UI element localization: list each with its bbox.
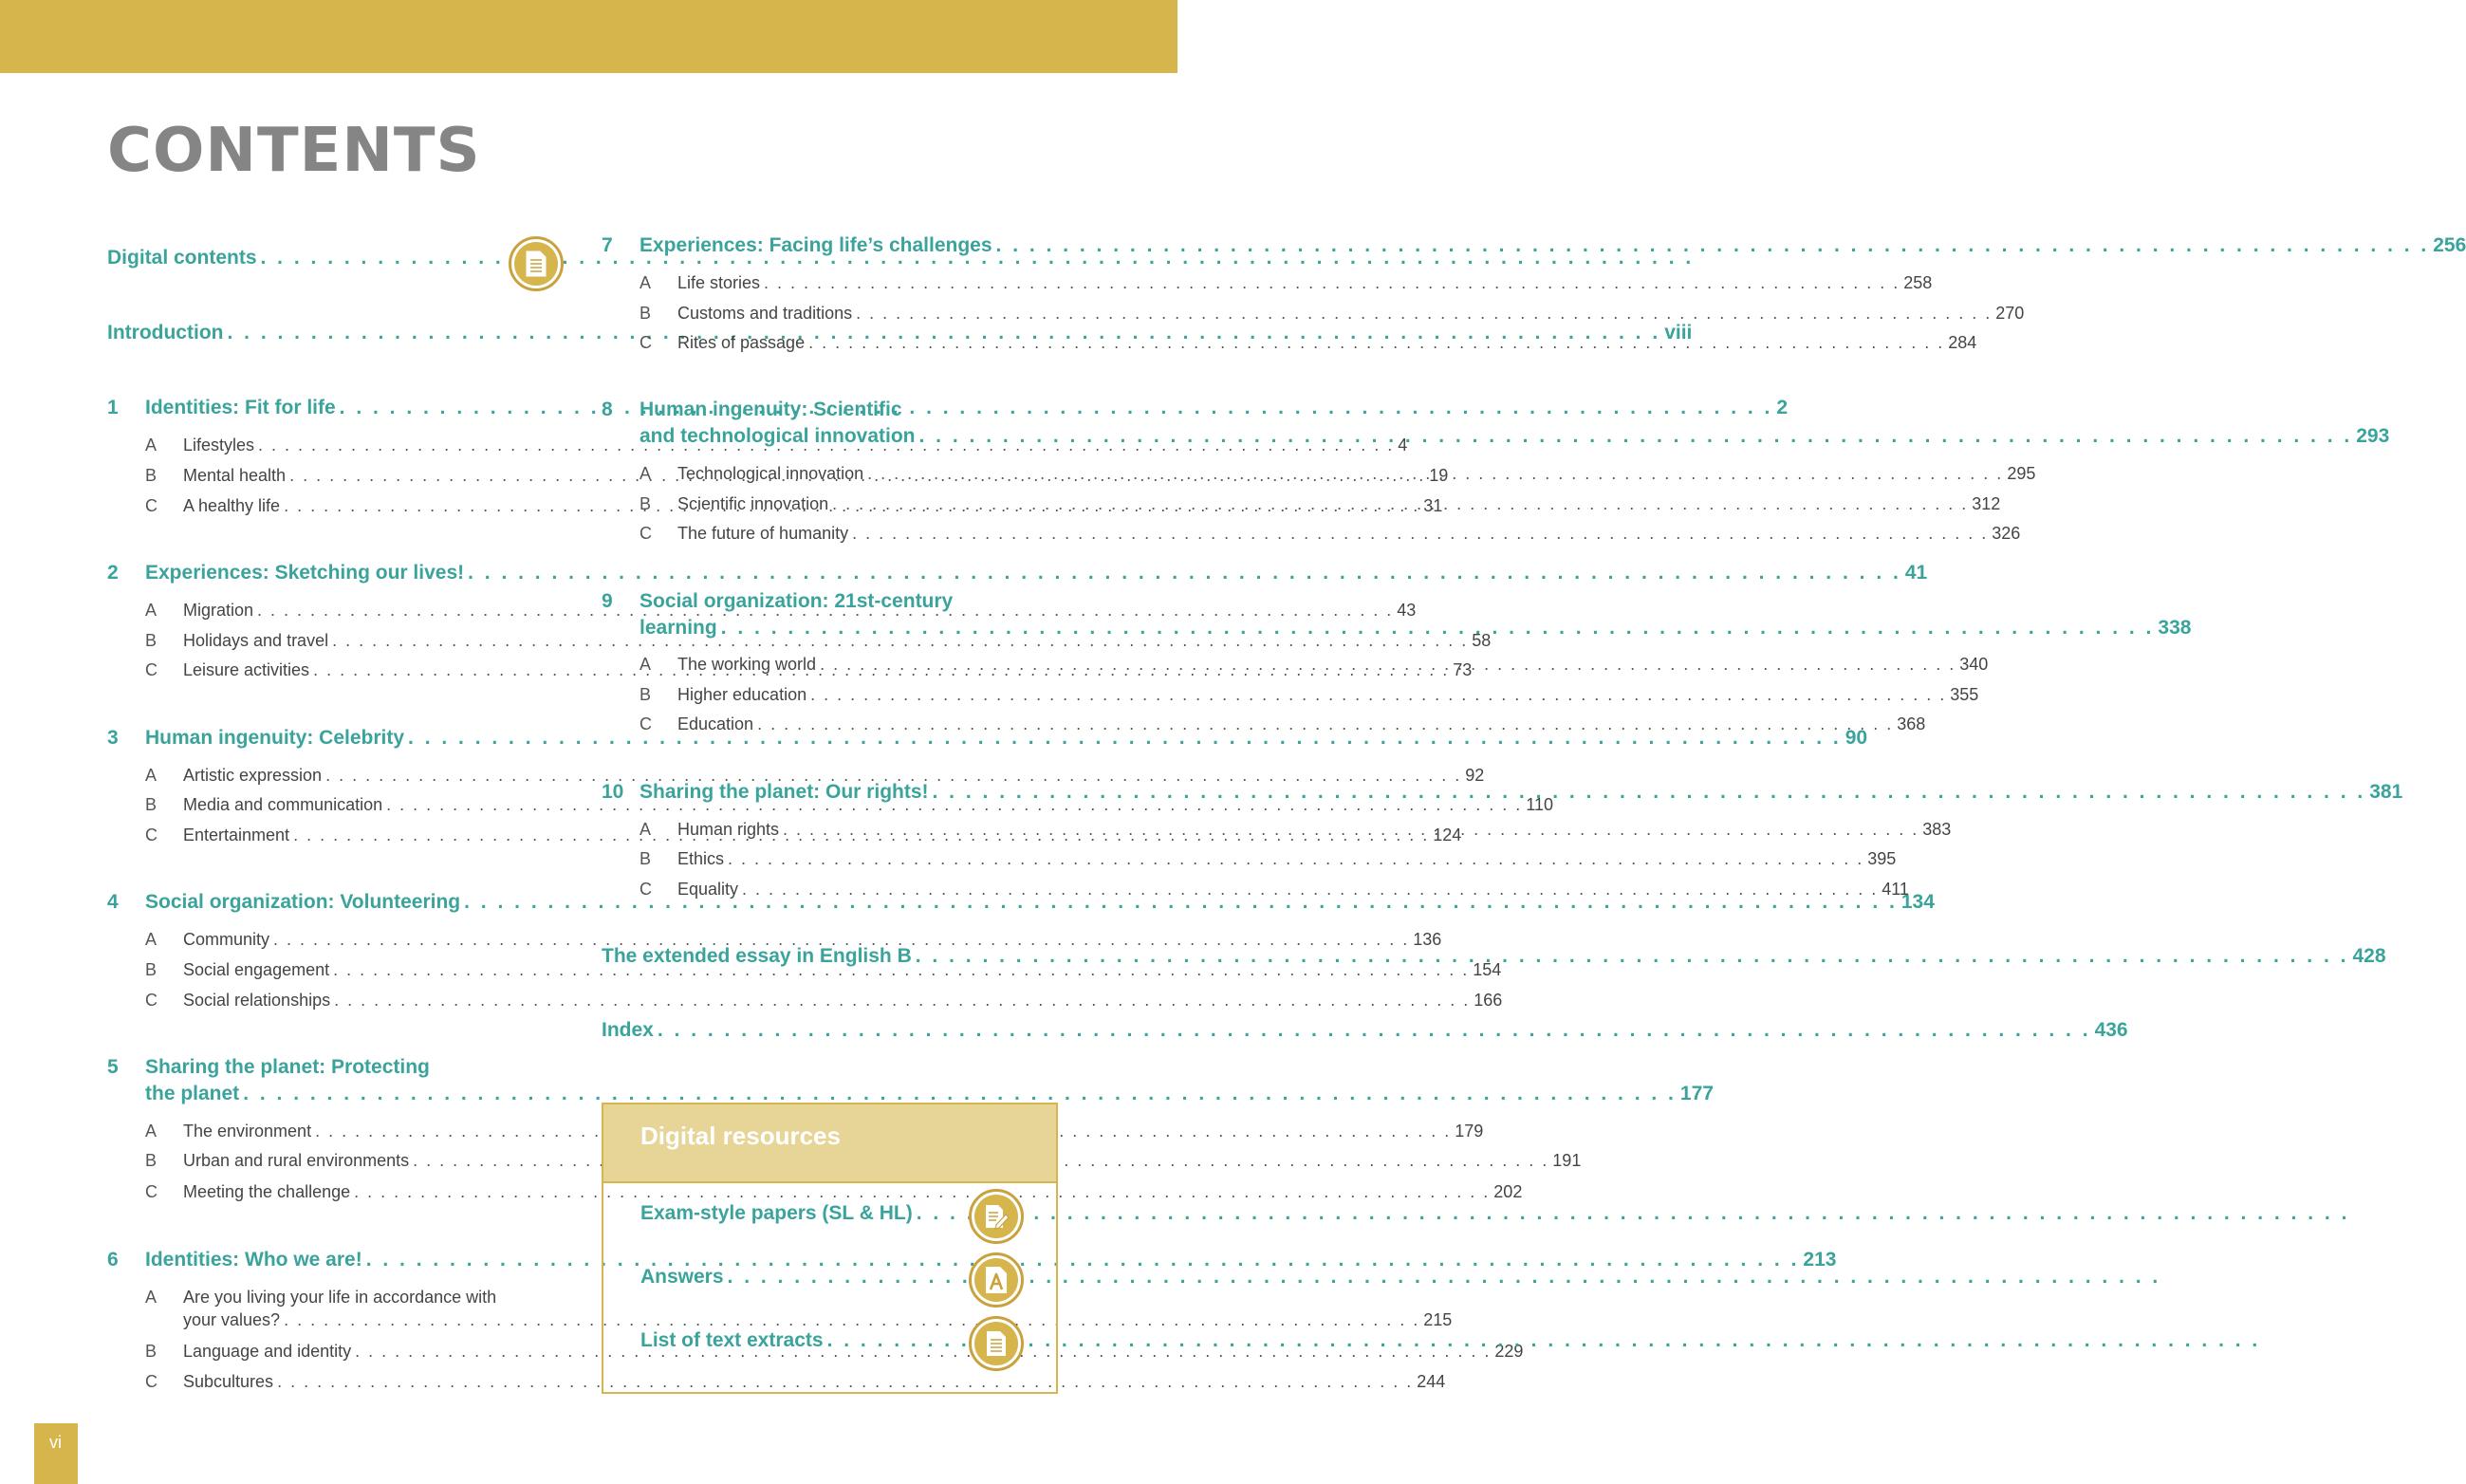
toc-section-3b[interactable] — [145, 793, 1553, 816]
page-title: CONTENTS — [107, 116, 481, 186]
section-page: 368 — [1897, 714, 1926, 733]
digital-resources-panel — [602, 1103, 1058, 1394]
chapter-title: Experiences: Sketching our lives! — [145, 562, 465, 584]
section-letter: B — [145, 631, 158, 650]
toc-section-7a[interactable] — [640, 271, 1933, 294]
chapter-title-line1: Social organization: 21st-century — [640, 590, 954, 612]
section-letter: A — [145, 766, 158, 785]
section-title: Leisure activities — [183, 660, 310, 679]
section-title: The future of humanity — [677, 524, 849, 543]
section-page: 4 — [1398, 436, 1408, 454]
chapter-number: 9 — [602, 590, 613, 612]
chapter-number: 5 — [107, 1056, 119, 1078]
toc-section-5b[interactable] — [145, 1149, 1582, 1172]
section-title: Social relationships — [183, 991, 331, 1010]
section-letter: C — [640, 524, 652, 543]
chapter-number: 7 — [602, 234, 613, 256]
toc-section-4c[interactable] — [145, 989, 1503, 1011]
section-letter: A — [145, 436, 158, 454]
chapter-title: Identities: Fit for life — [145, 397, 336, 418]
section-page: 179 — [1455, 1122, 1484, 1141]
section-page: 340 — [1959, 655, 1989, 674]
toc-chapter-8[interactable] — [602, 397, 2390, 450]
section-page: 124 — [1433, 825, 1462, 844]
toc-entry-title: Introduction — [107, 322, 224, 343]
toc-entry-title: The extended essay in English B — [602, 945, 912, 967]
toc-section-2b[interactable] — [145, 629, 1492, 652]
section-title: Customs and traditions — [677, 304, 853, 323]
toc-section-5c[interactable] — [145, 1180, 1523, 1203]
resource-title: List of text extracts — [640, 1329, 824, 1351]
section-letter: B — [145, 1151, 158, 1170]
chapter-page: 134 — [1900, 891, 1935, 913]
chapter-title: Social organization: Volunteering — [145, 891, 461, 913]
chapter-page: 381 — [2369, 781, 2403, 803]
section-page: 258 — [1903, 273, 1933, 292]
toc-entry-page: 428 — [2352, 945, 2386, 967]
section-page: 73 — [1453, 660, 1473, 679]
chapter-title-line2: learning — [640, 617, 717, 639]
chapter-number: 3 — [107, 727, 119, 749]
section-title: Social engagement — [183, 960, 330, 979]
page-number: vi — [49, 1433, 62, 1452]
chapter-page: 256 — [2433, 234, 2466, 256]
section-letter: B — [145, 1342, 158, 1361]
section-page: 166 — [1474, 991, 1503, 1010]
section-page: 43 — [1397, 601, 1417, 620]
section-page: 326 — [1992, 524, 2021, 543]
section-title: The environment — [183, 1122, 312, 1141]
chapter-title-line2: the planet — [145, 1083, 240, 1104]
toc-entry-title: Index — [602, 1019, 654, 1041]
section-letter: B — [145, 466, 158, 485]
section-letter: B — [640, 849, 652, 868]
section-title: Meeting the challenge — [183, 1182, 351, 1201]
section-letter: A — [145, 601, 158, 620]
section-title: Urban and rural environments — [183, 1151, 410, 1170]
toc-section-9c[interactable] — [640, 713, 1926, 735]
section-letter: C — [145, 825, 158, 844]
section-title: Equality — [677, 880, 739, 899]
resource-title: Exam-style papers (SL & HL) — [640, 1202, 913, 1224]
toc-section-10c[interactable] — [640, 878, 1909, 900]
section-title: Community — [183, 930, 270, 949]
section-title-line1: Are you living your life in accordance with — [183, 1288, 497, 1307]
section-letter: C — [145, 660, 158, 679]
section-letter: C — [145, 1182, 158, 1201]
chapter-number: 4 — [107, 891, 119, 913]
document-icon[interactable] — [509, 236, 564, 291]
toc-chapter-5[interactable] — [107, 1054, 1714, 1107]
toc-index[interactable] — [602, 1017, 2128, 1044]
section-letter: C — [640, 333, 652, 352]
toc-section-7b[interactable] — [640, 302, 2025, 325]
toc-digital-contents[interactable] — [107, 245, 506, 271]
digital-resources-header — [603, 1104, 1056, 1183]
section-letter: B — [145, 960, 158, 979]
chapter-title: Sharing the planet: Our rights! — [640, 781, 929, 803]
section-letter: A — [640, 273, 652, 292]
document-icon[interactable] — [969, 1316, 1024, 1371]
toc-section-4b[interactable] — [145, 958, 1502, 981]
toc-chapter-7[interactable] — [602, 232, 2466, 259]
resource-text-extracts[interactable] — [640, 1327, 963, 1354]
chapter-number: 1 — [107, 397, 119, 418]
section-letter: B — [640, 685, 652, 704]
resource-exam-papers[interactable] — [640, 1200, 963, 1227]
section-title: A healthy life — [183, 496, 281, 515]
section-page: 154 — [1473, 960, 1502, 979]
toc-section-6a[interactable] — [145, 1286, 1453, 1331]
section-page: 295 — [2007, 464, 2036, 483]
toc-entry-page: viii — [1664, 322, 1693, 343]
chapter-page: 177 — [1679, 1083, 1714, 1104]
toc-chapter-3[interactable] — [107, 725, 1868, 751]
section-title: Media and communication — [183, 795, 383, 814]
toc-section-9b[interactable] — [640, 683, 1979, 706]
section-title: The working world — [677, 655, 817, 674]
section-page: 110 — [1526, 795, 1553, 814]
chapter-page: 293 — [2356, 425, 2390, 447]
toc-section-8b[interactable] — [640, 492, 2001, 515]
section-page: 215 — [1423, 1310, 1453, 1329]
section-letter: A — [640, 820, 652, 839]
chapter-title: Identities: Who we are! — [145, 1249, 362, 1271]
section-title: Lifestyles — [183, 436, 255, 454]
section-title: Mental health — [183, 466, 287, 485]
toc-entry-page: 436 — [2094, 1019, 2128, 1041]
resource-title: Answers — [640, 1266, 724, 1288]
chapter-page: 41 — [1904, 562, 1928, 584]
section-page: 92 — [1465, 766, 1485, 785]
section-page: 244 — [1417, 1372, 1446, 1391]
page-number-tab — [34, 1423, 78, 1484]
section-title: Higher education — [677, 685, 807, 704]
section-title: Rites of passage — [677, 333, 806, 352]
section-page: 270 — [1995, 304, 2025, 323]
chapter-number: 2 — [107, 562, 119, 584]
chapter-number: 10 — [602, 781, 624, 803]
section-title: Ethics — [677, 849, 725, 868]
section-letter: C — [145, 1372, 158, 1391]
chapter-title: Experiences: Facing life’s challenges — [640, 234, 992, 256]
toc-section-3a[interactable] — [145, 764, 1485, 787]
resource-answers[interactable] — [640, 1264, 963, 1290]
section-page: 191 — [1552, 1151, 1582, 1170]
section-title: Artistic expression — [183, 766, 323, 785]
chapter-title-line1: Human ingenuity: Scientific — [640, 399, 902, 420]
toc-entry-title: Digital contents — [107, 247, 257, 269]
section-title: Human rights — [677, 820, 780, 839]
section-letter: B — [145, 795, 158, 814]
section-letter: C — [640, 880, 652, 899]
section-page: 202 — [1493, 1182, 1523, 1201]
section-page: 395 — [1867, 849, 1897, 868]
toc-section-8c[interactable] — [640, 522, 2021, 545]
pencil-document-icon[interactable] — [969, 1189, 1024, 1244]
section-title: Scientific innovation — [677, 494, 829, 513]
section-page: 31 — [1423, 496, 1443, 515]
section-letter: A — [145, 930, 158, 949]
section-letter: B — [640, 494, 652, 513]
section-page: 136 — [1413, 930, 1442, 949]
toc-chapter-2[interactable] — [107, 560, 1928, 586]
chapter-page: 213 — [1803, 1249, 1837, 1271]
section-letter: A — [145, 1288, 158, 1307]
section-title: Language and identity — [183, 1342, 352, 1361]
chapter-title-line1: Sharing the planet: Protecting — [145, 1056, 430, 1078]
toc-section-6c[interactable] — [145, 1370, 1446, 1393]
chapter-number: 6 — [107, 1249, 119, 1271]
section-letter: A — [640, 655, 652, 674]
section-title: Education — [677, 714, 754, 733]
section-title: Holidays and travel — [183, 631, 329, 650]
section-title: Entertainment — [183, 825, 290, 844]
section-letter: C — [145, 496, 158, 515]
section-page: 58 — [1472, 631, 1492, 650]
chapter-title: Human ingenuity: Celebrity — [145, 727, 405, 749]
toc-section-4a[interactable] — [145, 928, 1442, 951]
section-page: 383 — [1922, 820, 1952, 839]
chapter-page: 338 — [2158, 617, 2192, 639]
chapter-number: 8 — [602, 399, 613, 420]
section-page: 411 — [1882, 880, 1909, 899]
section-letter: A — [640, 464, 652, 483]
section-page: 19 — [1429, 466, 1449, 485]
section-page: 284 — [1948, 333, 1977, 352]
toc-chapter-6[interactable] — [107, 1247, 1837, 1273]
chapter-page: 2 — [1776, 397, 1789, 418]
chapter-title-line2: and technological innovation — [640, 425, 916, 447]
digital-resources-title: Digital resources — [640, 1122, 841, 1150]
top-banner — [0, 0, 1177, 73]
section-letter: A — [145, 1122, 158, 1141]
section-page: 355 — [1950, 685, 1979, 704]
section-letter: B — [640, 304, 652, 323]
section-title: Life stories — [677, 273, 761, 292]
section-title-line2: your values? — [183, 1310, 281, 1329]
section-letter: C — [640, 714, 652, 733]
section-title: Subcultures — [183, 1372, 274, 1391]
answers-a-icon[interactable] — [969, 1252, 1024, 1308]
section-page: 312 — [1972, 494, 2001, 513]
section-letter: C — [145, 991, 158, 1010]
section-title: Technological innovation — [677, 464, 864, 483]
section-title: Migration — [183, 601, 254, 620]
toc-section-10b[interactable] — [640, 847, 1897, 870]
chapter-page: 90 — [1845, 727, 1868, 749]
section-page: 229 — [1494, 1342, 1524, 1361]
